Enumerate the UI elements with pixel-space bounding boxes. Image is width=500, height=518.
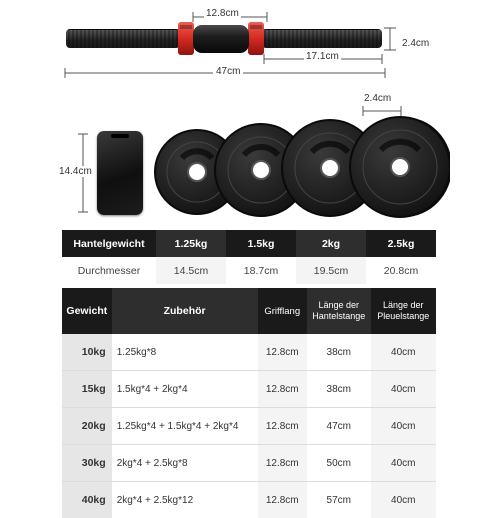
weight-cell: 30kg xyxy=(62,445,112,482)
accessories-cell: 1.25kg*4 + 1.5kg*4 + 2kg*4 xyxy=(112,408,258,445)
rod-length-cell: 40cm xyxy=(371,445,436,482)
accessories-cell: 1.5kg*4 + 2kg*4 xyxy=(112,371,258,408)
plate-table-header-row xyxy=(62,230,436,257)
grip-length-label: 12.8cm xyxy=(204,8,241,19)
accessories-cell: 2kg*4 + 2.5kg*8 xyxy=(112,445,258,482)
set-table-header-cell: Gewicht xyxy=(62,288,112,334)
half-length-label: 17.1cm xyxy=(304,51,341,62)
set-composition-table xyxy=(62,288,436,518)
set-table-header-cell: Grifflang xyxy=(258,288,307,334)
plate-table-cell: 14.5cm xyxy=(156,257,226,284)
plate-table-header-cell: 1.5kg xyxy=(226,230,296,257)
plate-table-diameter-row xyxy=(62,257,436,284)
weight-cell: 10kg xyxy=(62,334,112,371)
grip-cell: 12.8cm xyxy=(258,408,307,445)
set-table-header-cell: Länge der Hantelstange xyxy=(307,288,371,334)
right-shaft xyxy=(262,29,382,48)
bar-length-cell: 47cm xyxy=(307,408,371,445)
diameter-dimension-line xyxy=(380,26,400,52)
phone-image xyxy=(97,131,143,215)
weight-cell: 40kg xyxy=(62,482,112,518)
weight-cell: 15kg xyxy=(62,371,112,408)
grip-cell: 12.8cm xyxy=(258,334,307,371)
bar-length-cell: 50cm xyxy=(307,445,371,482)
grip-cell: 12.8cm xyxy=(258,445,307,482)
rod-length-cell: 40cm xyxy=(371,482,436,518)
bar-length-cell: 38cm xyxy=(307,334,371,371)
plate-table-cell: 20.8cm xyxy=(366,257,436,284)
accessories-cell: 2kg*4 + 2.5kg*12 xyxy=(112,482,258,518)
set-table-row xyxy=(62,445,436,482)
bar-length-cell: 38cm xyxy=(307,371,371,408)
set-table-row xyxy=(62,334,436,371)
set-table-header-row xyxy=(62,288,436,334)
plate-table-header-cell: Hantelgewicht xyxy=(62,230,156,257)
rod-length-cell: 40cm xyxy=(371,408,436,445)
plate-table-header-cell: 2kg xyxy=(296,230,366,257)
plate-2-5kg xyxy=(350,117,450,217)
rod-length-cell: 40cm xyxy=(371,371,436,408)
plate-table-header-cell: 2.5kg xyxy=(366,230,436,257)
plate-table-cell: 18.7cm xyxy=(226,257,296,284)
bar-length-cell: 57cm xyxy=(307,482,371,518)
set-table-header-cell: Zubehör xyxy=(112,288,258,334)
set-table-row xyxy=(62,371,436,408)
grip-cell: 12.8cm xyxy=(258,482,307,518)
left-shaft xyxy=(66,29,180,48)
total-length-label: 47cm xyxy=(213,66,243,77)
set-table-header-cell: Länge der Pleuelstange xyxy=(371,288,436,334)
set-table-row xyxy=(62,408,436,445)
plate-table-cell: Durchmesser xyxy=(62,257,156,284)
plate-table-cell: 19.5cm xyxy=(296,257,366,284)
rod-length-cell: 40cm xyxy=(371,334,436,371)
weight-plates-image xyxy=(150,110,450,225)
weight-cell: 20kg xyxy=(62,408,112,445)
plate-thickness-label: 2.4cm xyxy=(364,93,391,104)
phone-height-label: 14.4cm xyxy=(59,166,92,177)
grip-cell: 12.8cm xyxy=(258,371,307,408)
plate-diameter-table xyxy=(62,230,436,284)
accessories-cell: 1.25kg*8 xyxy=(112,334,258,371)
grip xyxy=(193,25,249,53)
shaft-diameter-label: 2.4cm xyxy=(402,38,429,49)
plate-table-header-cell: 1.25kg xyxy=(156,230,226,257)
